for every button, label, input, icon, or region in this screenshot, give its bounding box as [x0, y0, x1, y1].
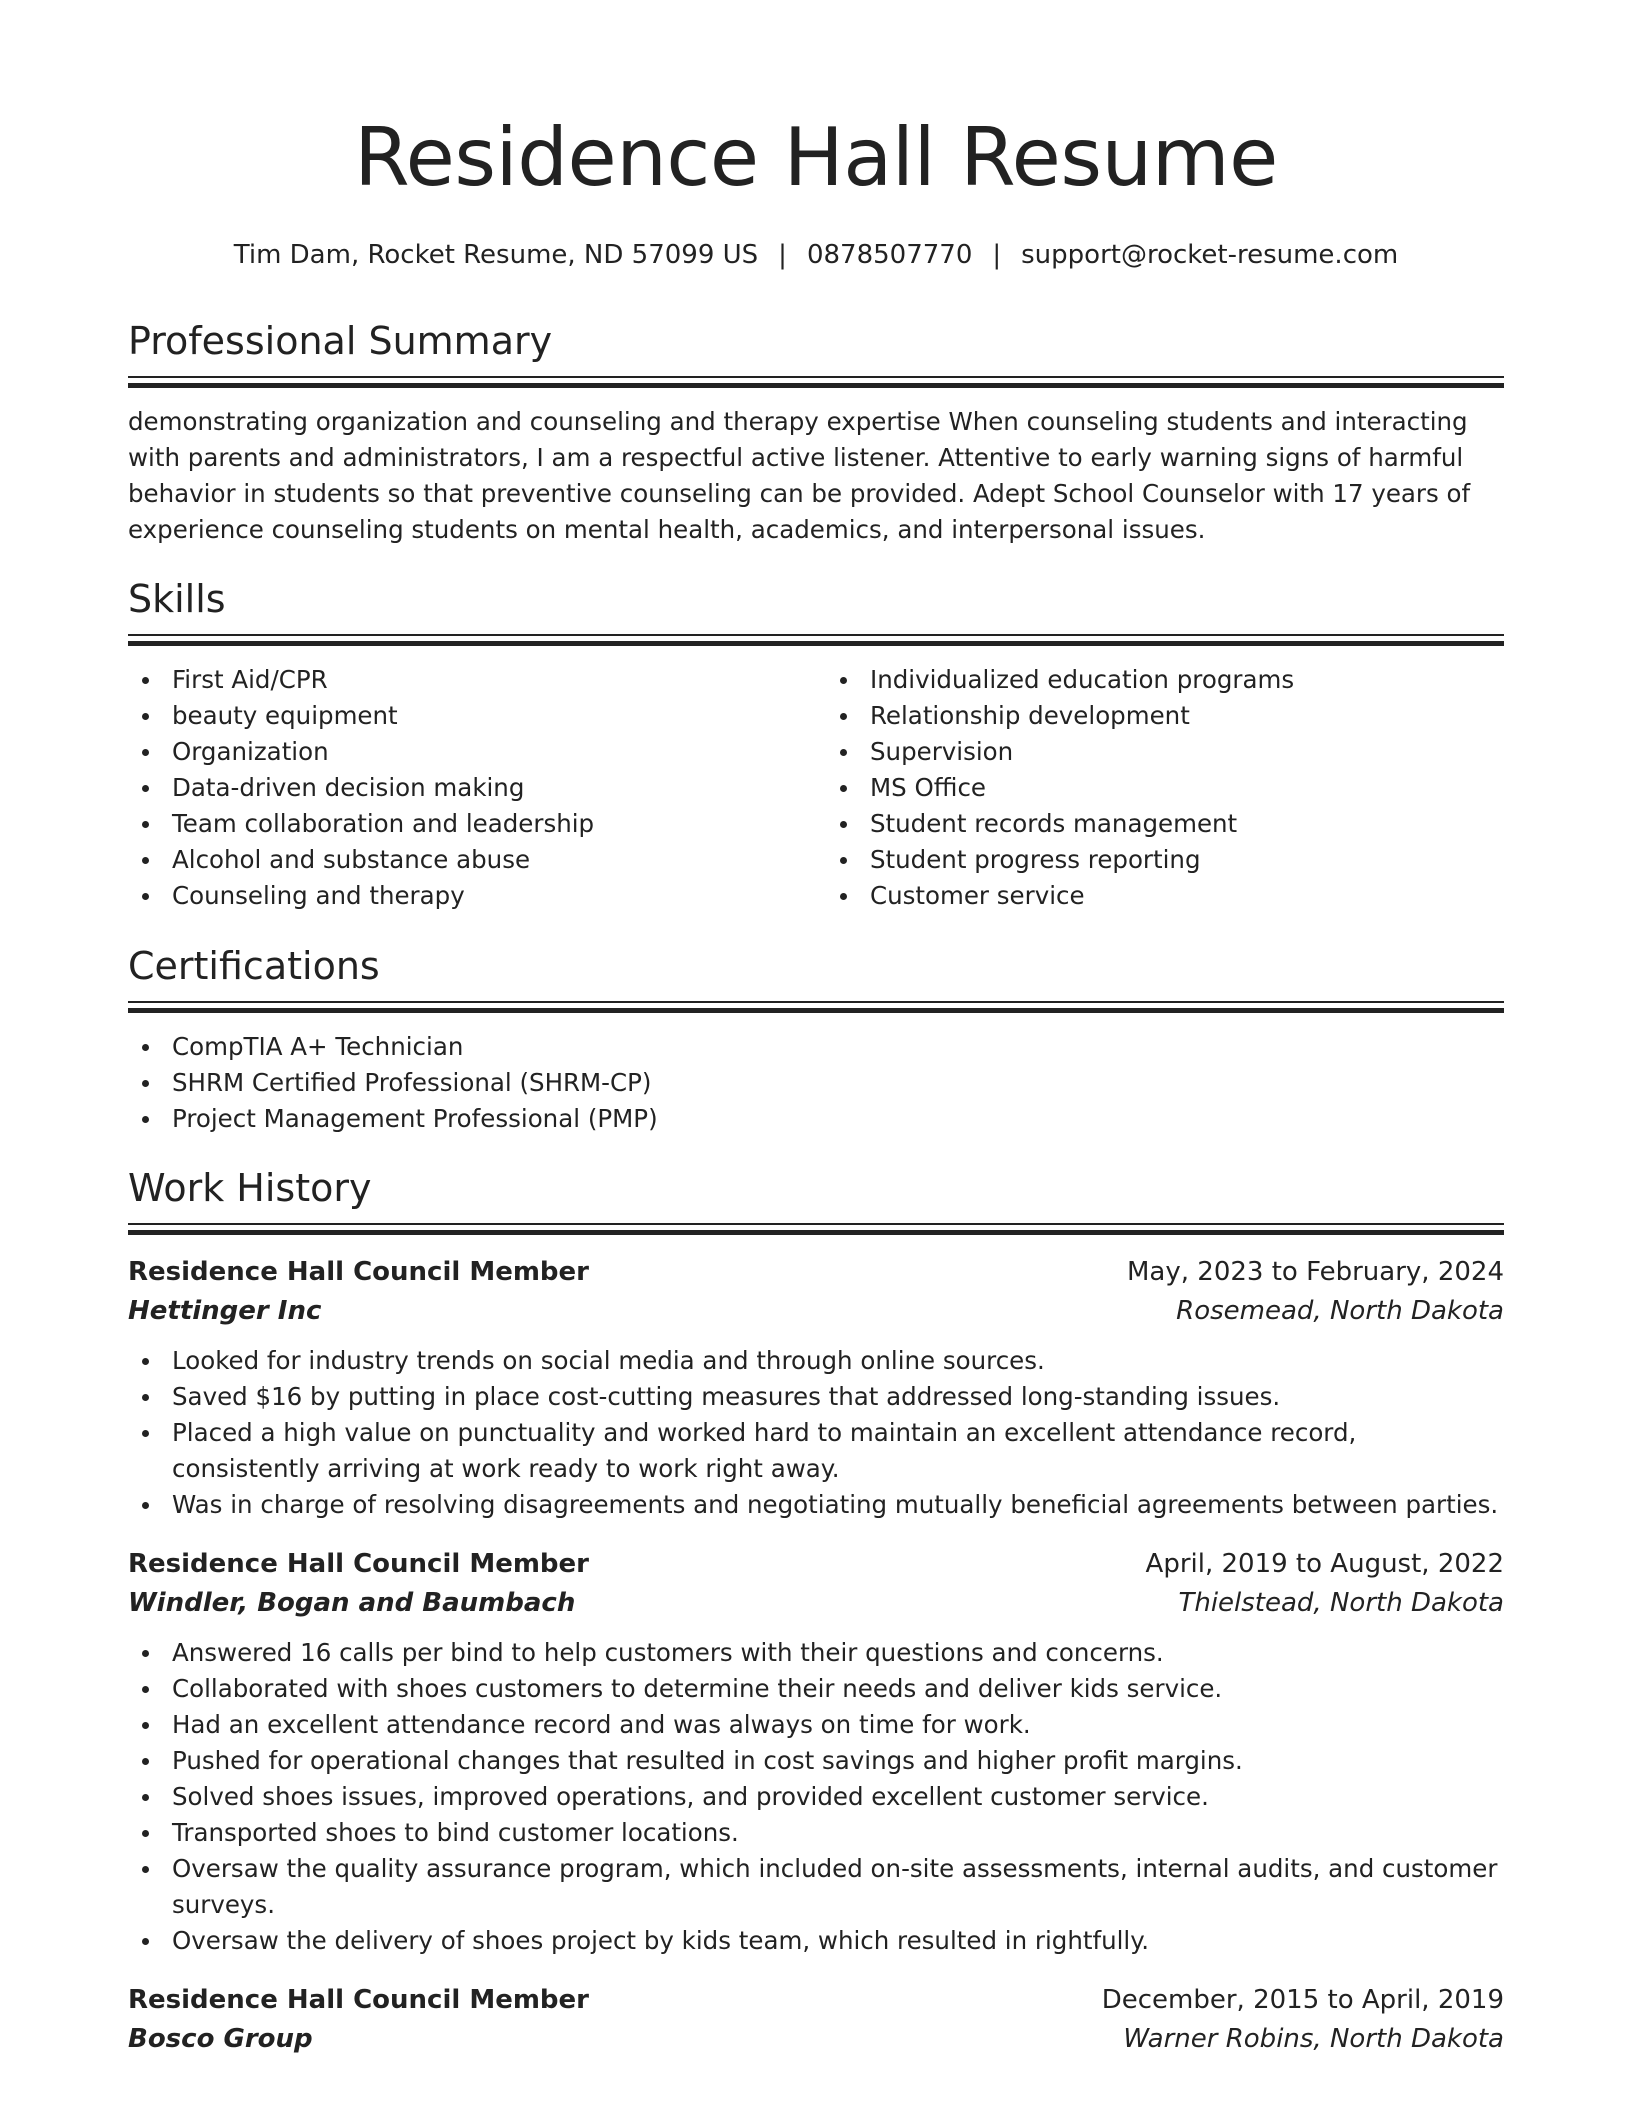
- job-title: Residence Hall Council Member: [128, 1549, 589, 1579]
- job-location: Warner Robins, North Dakota: [1123, 2024, 1504, 2054]
- skill-item: First Aid/CPR: [128, 662, 806, 698]
- job-bullets: [128, 1343, 1504, 1523]
- section-heading-summary: Professional Summary: [128, 319, 553, 363]
- summary-section: [128, 319, 1504, 548]
- contact-email: support@rocket-resume.com: [1021, 240, 1399, 270]
- section-divider: [128, 1001, 1504, 1013]
- contact-line: [128, 242, 1504, 268]
- certification-item: CompTIA A+ Technician: [128, 1029, 1504, 1065]
- job-bullet: Was in charge of resolving disagreements and negotiating mutually beneficial agreements between parties.: [128, 1487, 1504, 1523]
- section-heading-work-history: Work History: [128, 1166, 372, 1210]
- job-bullet: Saved $16 by putting in place cost-cutting measures that addressed long-standing issues.: [128, 1379, 1504, 1415]
- job-dates: April, 2019 to August, 2022: [1145, 1549, 1504, 1579]
- certification-item: SHRM Certified Professional (SHRM-CP): [128, 1065, 1504, 1101]
- section-divider: [128, 376, 1504, 388]
- job-title: Residence Hall Council Member: [128, 1985, 589, 2015]
- skill-item: Customer service: [826, 878, 1504, 914]
- summary-text: demonstrating organization and counseling and therapy expertise When counseling students and interacting with parents and administrators, I am a respectful active listener. Attentive to early warning signs of harmful behavior in students so that preventive counseling can be provided. Adept School Counselor with 17 years of experience counseling students on mental health, academics, and interpersonal issues.: [128, 407, 1471, 544]
- job-company: Bosco Group: [128, 2024, 313, 2054]
- job-title: Residence Hall Council Member: [128, 1257, 589, 1287]
- contact-address: Tim Dam, Rocket Resume, ND 57099 US: [233, 240, 759, 270]
- certifications-section: [128, 944, 1504, 1137]
- resume-title: Residence Hall Resume: [354, 111, 1278, 204]
- certifications-list: [128, 1029, 1504, 1137]
- skill-item: Student records management: [826, 806, 1504, 842]
- job-company: Windler, Bogan and Baumbach: [128, 1588, 576, 1618]
- skills-right-column: [826, 662, 1504, 914]
- job-bullet: Looked for industry trends on social media and through online sources.: [128, 1343, 1504, 1379]
- certification-item: Project Management Professional (PMP): [128, 1101, 1504, 1137]
- job-dates: May, 2023 to February, 2024: [1127, 1257, 1504, 1287]
- work-history-section: [128, 1166, 1504, 2059]
- job-bullet: Collaborated with shoes customers to determine their needs and deliver kids service.: [128, 1671, 1504, 1707]
- job-entry: [128, 1253, 1504, 1523]
- skills-left-column: [128, 662, 806, 914]
- skill-item: Supervision: [826, 734, 1504, 770]
- job-subheader: [128, 2019, 1504, 2059]
- job-location: Rosemead, North Dakota: [1176, 1296, 1504, 1326]
- job-bullet: Placed a high value on punctuality and worked hard to maintain an excellent attendance record, consistently arriving at work ready to work right away.: [128, 1415, 1504, 1487]
- job-subheader: [128, 1291, 1504, 1331]
- job-header: [128, 1253, 1504, 1291]
- skill-item: MS Office: [826, 770, 1504, 806]
- job-header: [128, 1545, 1504, 1583]
- job-bullet: Solved shoes issues, improved operations, and provided excellent customer service.: [128, 1779, 1504, 1815]
- job-bullet: Answered 16 calls per bind to help customers with their questions and concerns.: [128, 1635, 1504, 1671]
- skill-item: Data-driven decision making: [128, 770, 806, 806]
- job-subheader: [128, 1583, 1504, 1623]
- contact-phone: 0878507770: [806, 240, 973, 270]
- job-entry: [128, 1545, 1504, 1959]
- job-bullet: Oversaw the delivery of shoes project by kids team, which resulted in rightfully.: [128, 1923, 1504, 1959]
- job-entry: [128, 1981, 1504, 2059]
- skill-item: beauty equipment: [128, 698, 806, 734]
- skills-columns: [128, 662, 1504, 914]
- job-bullet: Transported shoes to bind customer locations.: [128, 1815, 1504, 1851]
- section-divider: [128, 1223, 1504, 1235]
- job-bullet: Pushed for operational changes that resulted in cost savings and higher profit margins.: [128, 1743, 1504, 1779]
- skill-item: Student progress reporting: [826, 842, 1504, 878]
- contact-separator: |: [778, 240, 787, 270]
- job-bullet: Oversaw the quality assurance program, which included on-site assessments, internal audits, and customer surveys.: [128, 1851, 1504, 1923]
- job-location: Thielstead, North Dakota: [1178, 1588, 1504, 1618]
- section-heading-skills: Skills: [128, 577, 226, 621]
- job-dates: December, 2015 to April, 2019: [1101, 1985, 1504, 2015]
- job-header: [128, 1981, 1504, 2019]
- job-bullet: Had an excellent attendance record and was always on time for work.: [128, 1707, 1504, 1743]
- contact-separator: |: [992, 240, 1002, 270]
- skill-item: Organization: [128, 734, 806, 770]
- skill-item: Alcohol and substance abuse: [128, 842, 806, 878]
- skill-item: Relationship development: [826, 698, 1504, 734]
- skill-item: Individualized education programs: [826, 662, 1504, 698]
- job-bullets: [128, 1635, 1504, 1959]
- section-divider: [128, 634, 1504, 646]
- job-company: Hettinger Inc: [128, 1296, 322, 1326]
- section-heading-certifications: Certifications: [128, 944, 380, 988]
- skills-section: [128, 577, 1504, 914]
- skill-item: Counseling and therapy: [128, 878, 806, 914]
- skill-item: Team collaboration and leadership: [128, 806, 806, 842]
